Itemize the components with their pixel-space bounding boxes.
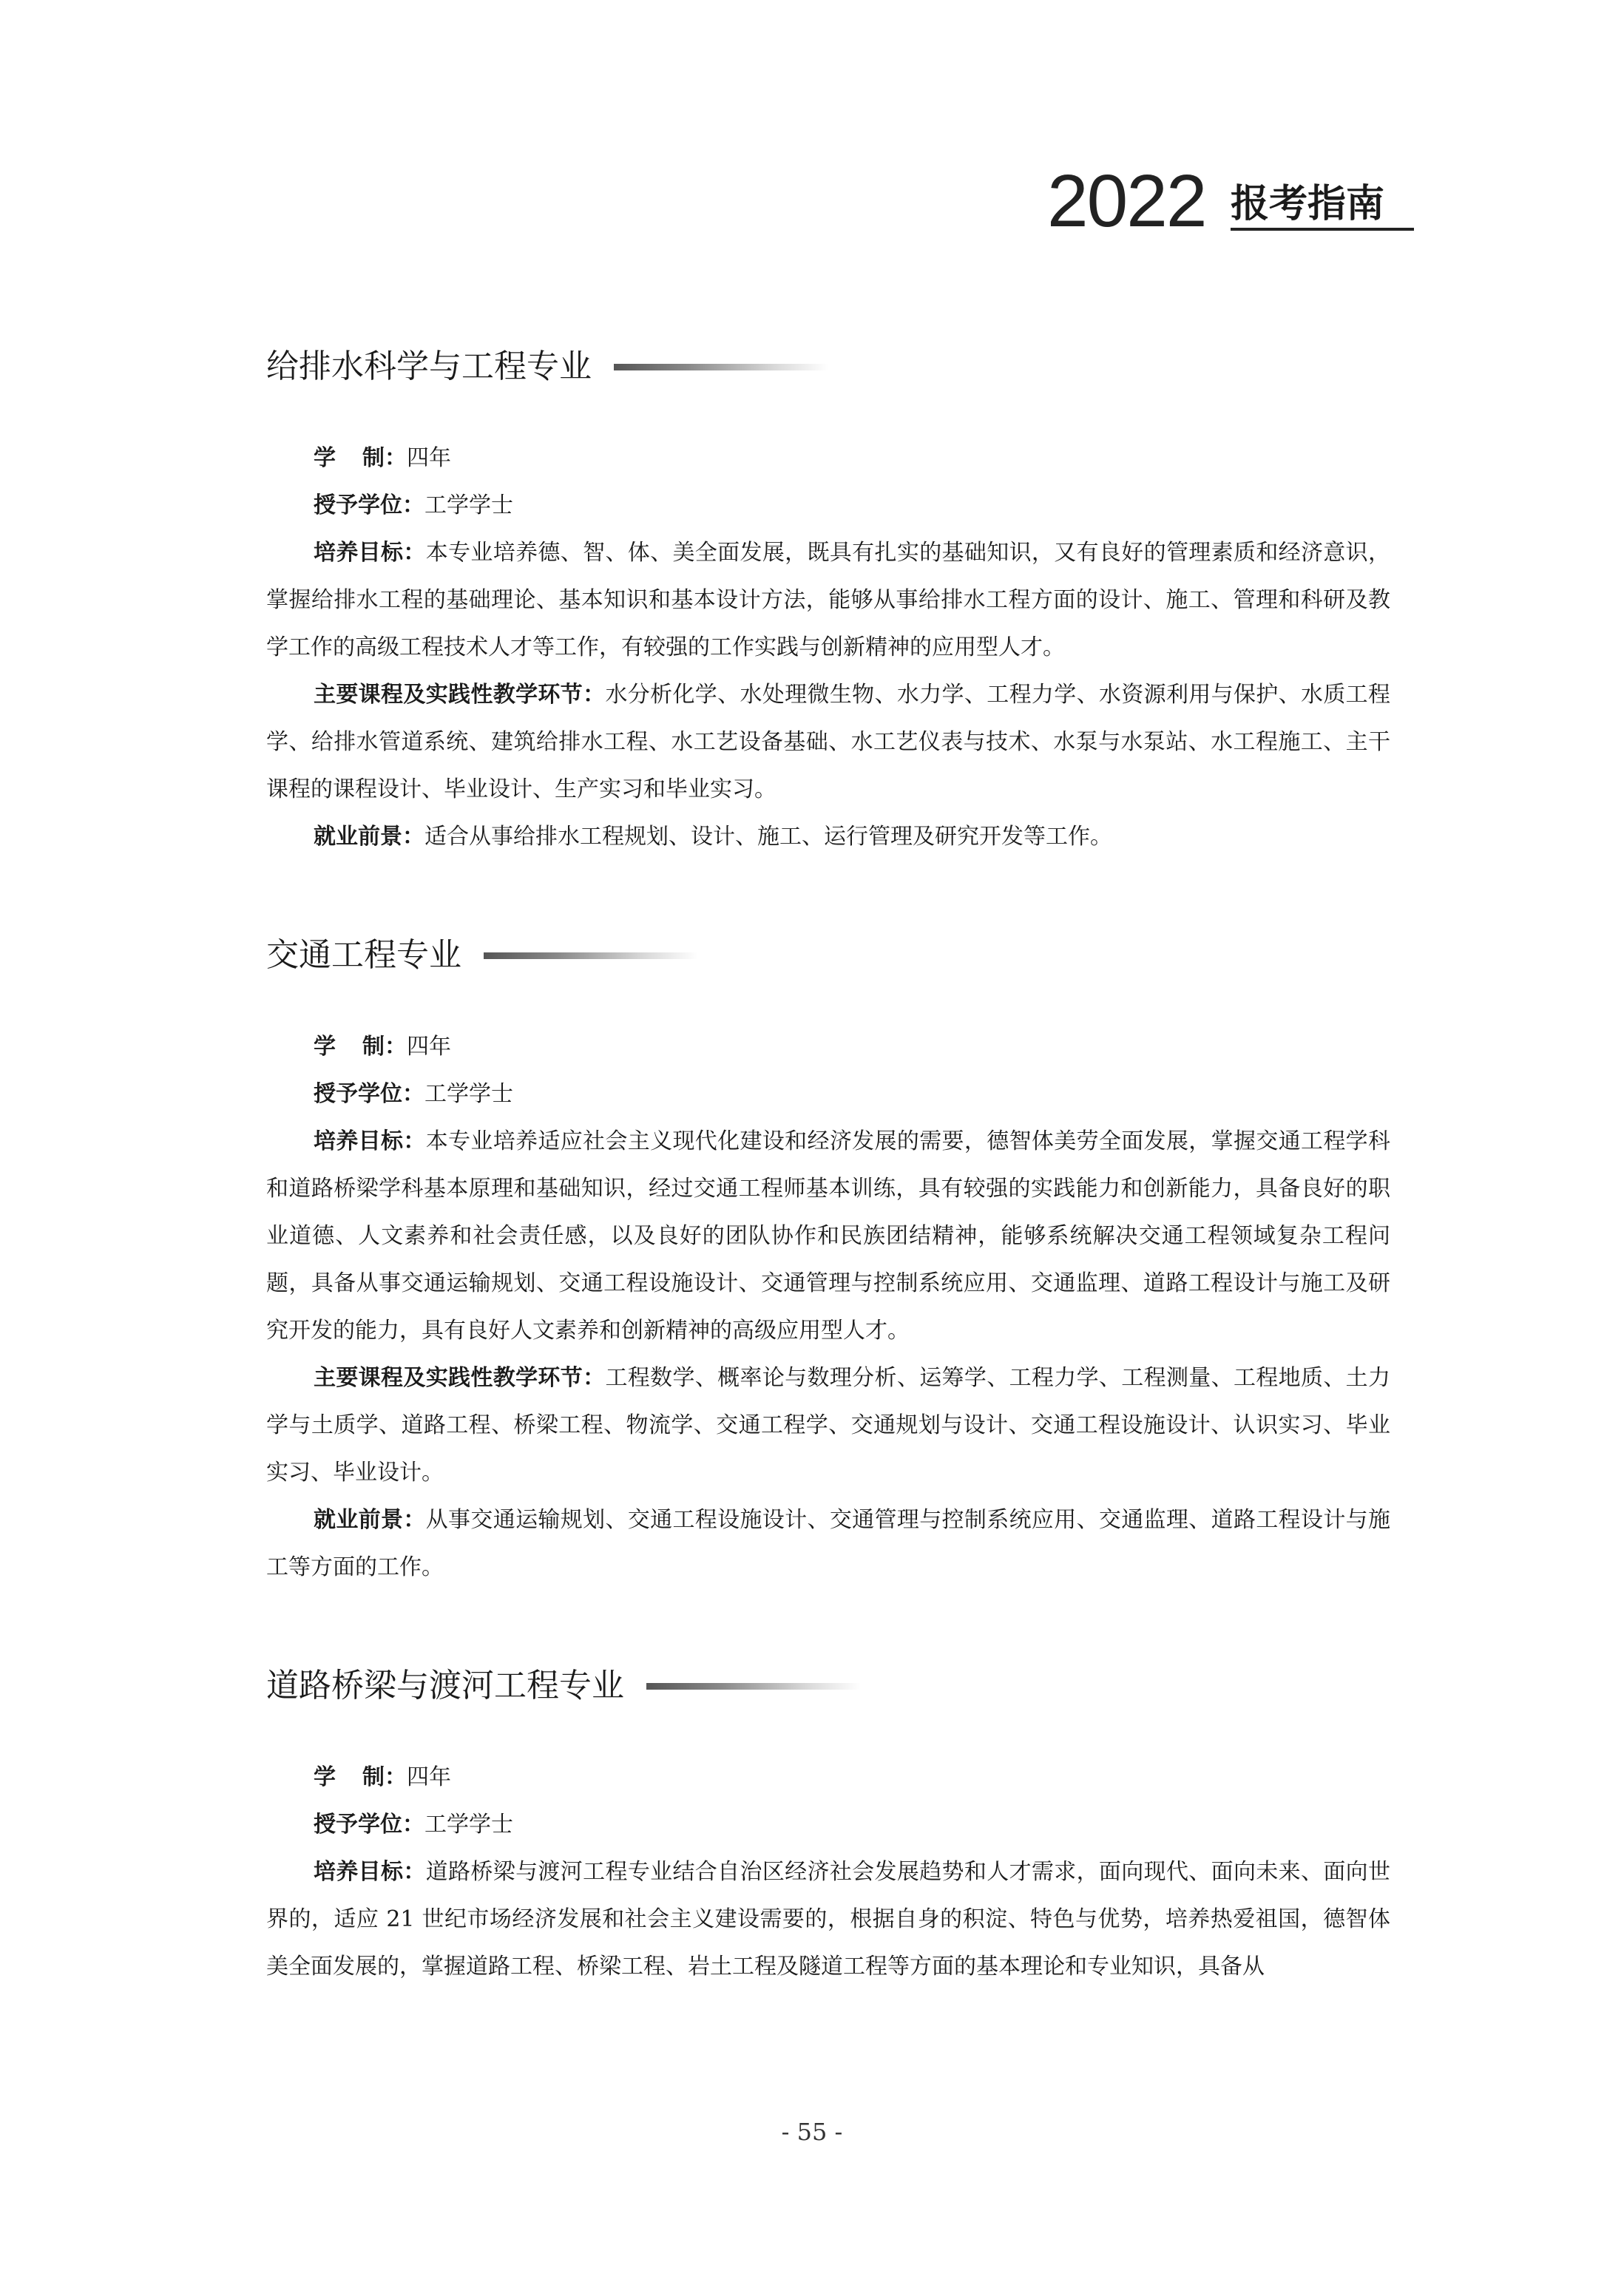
field-label-degree: 授予学位 — [314, 492, 402, 518]
major-section — [266, 933, 1390, 1591]
field-career: 就业前景：适合从事给排水工程规划、设计、施工、运行管理及研究开发等工作。 — [314, 824, 1112, 850]
section-heading — [266, 933, 1390, 978]
field-label-degree: 授予学位 — [314, 1081, 402, 1107]
field-label-career: 就业前景 — [314, 824, 402, 850]
field-career: 就业前景：从事交通运输规划、交通工程设施设计、交通管理与控制系统应用、交通监理、道路工程设计与施工等方面的工作。 — [266, 1507, 1391, 1580]
major-section — [266, 1664, 1390, 1991]
field-value-degree: 工学学士 — [424, 1081, 513, 1107]
section-title-bar — [614, 364, 828, 370]
section-title: 道路桥梁与渡河工程专业 — [266, 1667, 624, 1704]
field-value-goal: 道路桥梁与渡河工程专业结合自治区经济社会发展趋势和人才需求，面向现代、面向未来、面向世界的，适应 21 世纪市场经济发展和社会主义建设需要的，根据自身的积淀、特色与优势，培养热爱祖国，德智体美全面发展的，掌握道路工程、桥梁工程、岩土工程及隧道工程等方面的基本理论和专业知识，具备从 — [266, 1859, 1391, 1980]
section-fields — [266, 435, 1390, 861]
field-label-courses: 主要课程及实践性教学环节 — [314, 1365, 583, 1391]
field-goal: 培养目标：本专业培养德、智、体、美全面发展，既具有扎实的基础知识，又有良好的管理素质和经济意识，掌握给排水工程的基础理论、基本知识和基本设计方法，能够从事给排水工程方面的设计、施工、管理和科研及教学工作的高级工程技术人才等工作，有较强的工作实践与创新精神的应用型人才。 — [266, 540, 1391, 660]
field-value-courses: 工程数学、概率论与数理分析、运筹学、工程力学、工程测量、工程地质、土力学与土质学、道路工程、桥梁工程、物流学、交通工程学、交通规划与设计、交通工程设施设计、认识实习、毕业实习、毕业设计。 — [266, 1365, 1391, 1486]
field-value-goal: 本专业培养适应社会主义现代化建设和经济发展的需要，德智体美劳全面发展，掌握交通工程学科和道路桥梁学科基本原理和基础知识，经过交通工程师基本训练，具有较强的实践能力和创新能力，具备良好的职业道德、人文素养和社会责任感，以及良好的团队协作和民族团结精神，能够系统解决交通工程领域复杂工程问题，具备从事交通运输规划、交通工程设施设计、交通管理与控制系统应用、交通监理、道路工程设计与施工及研究开发的能力，具有良好人文素养和创新精神的高级应用型人才。 — [266, 1128, 1391, 1344]
section-title: 给排水科学与工程专业 — [266, 348, 592, 385]
field-value-duration: 四年 — [407, 1034, 451, 1060]
header-title: 报考指南 — [1231, 182, 1385, 226]
field-courses: 主要课程及实践性教学环节：水分析化学、水处理微生物、水力学、工程力学、水资源利用与保护、水质工程学、给排水管道系统、建筑给排水工程、水工艺设备基础、水工艺仪表与技术、水泵与水泵站、水工程施工、主干课程的课程设计、毕业设计、生产实习和毕业实习。 — [266, 682, 1391, 802]
field-value-degree: 工学学士 — [424, 1812, 513, 1838]
field-label-courses: 主要课程及实践性教学环节 — [314, 682, 583, 708]
field-duration: 学制：四年 — [314, 445, 451, 471]
field-value-career: 从事交通运输规划、交通工程设施设计、交通管理与控制系统应用、交通监理、道路工程设计与施工等方面的工作。 — [266, 1507, 1391, 1580]
field-value-courses: 水分析化学、水处理微生物、水力学、工程力学、水资源利用与保护、水质工程学、给排水管道系统、建筑给排水工程、水工艺设备基础、水工艺仪表与技术、水泵与水泵站、水工程施工、主干课程的课程设计、毕业设计、生产实习和毕业实习。 — [266, 682, 1391, 802]
field-label-goal: 培养目标 — [314, 540, 404, 566]
section-title: 交通工程专业 — [266, 936, 461, 974]
section-fields — [266, 1023, 1390, 1591]
field-degree: 授予学位：工学学士 — [314, 492, 513, 518]
field-duration: 学制：四年 — [314, 1764, 451, 1790]
field-label-duration: 学制 — [314, 1034, 385, 1060]
field-duration: 学制：四年 — [314, 1034, 451, 1060]
field-label-goal: 培养目标 — [314, 1128, 404, 1154]
field-label-degree: 授予学位 — [314, 1812, 402, 1838]
major-section — [266, 345, 1390, 861]
field-value-degree: 工学学士 — [424, 492, 513, 518]
section-heading — [266, 345, 1390, 389]
section-title-bar — [484, 952, 698, 959]
field-value-goal: 本专业培养德、智、体、美全面发展，既具有扎实的基础知识，又有良好的管理素质和经济意识，掌握给排水工程的基础理论、基本知识和基本设计方法，能够从事给排水工程方面的设计、施工、管理和科研及教学工作的高级工程技术人才等工作，有较强的工作实践与创新精神的应用型人才。 — [266, 540, 1391, 660]
field-value-duration: 四年 — [407, 1764, 451, 1790]
section-fields — [266, 1754, 1390, 1991]
page-header — [1047, 160, 1417, 243]
field-goal: 培养目标：本专业培养适应社会主义现代化建设和经济发展的需要，德智体美劳全面发展，掌握交通工程学科和道路桥梁学科基本原理和基础知识，经过交通工程师基本训练，具有较强的实践能力和创新能力，具备良好的职业道德、人文素养和社会责任感，以及良好的团队协作和民族团结精神，能够系统解决交通工程领域复杂工程问题，具备从事交通运输规划、交通工程设施设计、交通管理与控制系统应用、交通监理、道路工程设计与施工及研究开发的能力，具有良好人文素养和创新精神的高级应用型人才。 — [266, 1128, 1391, 1344]
field-value-duration: 四年 — [407, 445, 451, 471]
field-label-career: 就业前景 — [314, 1507, 404, 1533]
field-value-career: 适合从事给排水工程规划、设计、施工、运行管理及研究开发等工作。 — [424, 824, 1112, 850]
field-degree: 授予学位：工学学士 — [314, 1081, 513, 1107]
field-label-duration: 学制 — [314, 445, 385, 471]
header-year: 2022 — [1047, 160, 1206, 243]
section-heading — [266, 1664, 1390, 1708]
field-courses: 主要课程及实践性教学环节：工程数学、概率论与数理分析、运筹学、工程力学、工程测量、工程地质、土力学与土质学、道路工程、桥梁工程、物流学、交通工程学、交通规划与设计、交通工程设施设计、认识实习、毕业实习、毕业设计。 — [266, 1365, 1391, 1486]
section-title-bar — [646, 1683, 861, 1690]
field-label-duration: 学制 — [314, 1764, 385, 1790]
page-number: - 55 - — [781, 2118, 843, 2146]
field-label-goal: 培养目标 — [314, 1859, 404, 1885]
field-goal: 培养目标：道路桥梁与渡河工程专业结合自治区经济社会发展趋势和人才需求，面向现代、面向未来、面向世界的，适应 21 世纪市场经济发展和社会主义建设需要的，根据自身的积淀、特色与优势，培养热爱祖国，德智体美全面发展的，掌握道路工程、桥梁工程、岩土工程及隧道工程等方面的基本理论和专业知识，具备从 — [266, 1859, 1391, 1980]
header-underline — [1231, 228, 1414, 231]
field-degree: 授予学位：工学学士 — [314, 1812, 513, 1838]
